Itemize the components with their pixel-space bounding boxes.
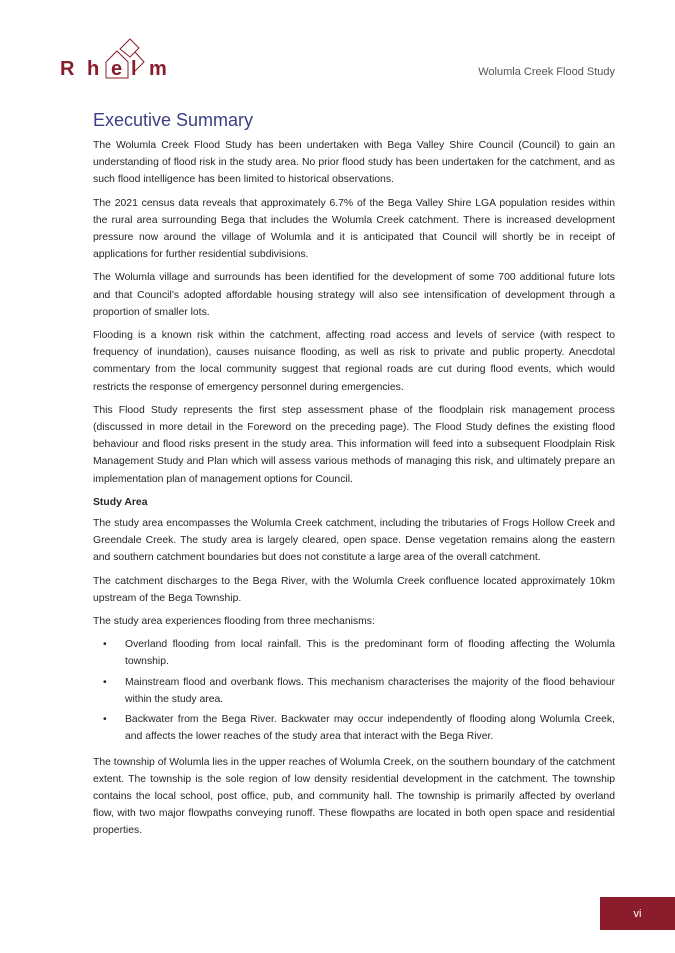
paragraph-study-area: The study area encompasses the Wolumla Creek catchment, including the tributaries of Frogs Hollow Creek and Greendale Creek. The study area is largely cleared, open space. Dense vegetation remains along the eastern and southern catchment boundaries but does not constitute a large area of the overall catchment. xyxy=(93,518,615,564)
svg-text:h: h xyxy=(87,58,100,80)
document-title: Wolumla Creek Flood Study xyxy=(478,66,615,78)
list-item-text: Mainstream flood and overbank flows. This mechanism characterises the majority of the flood behaviour within the study area. xyxy=(125,676,615,705)
bullet-icon: • xyxy=(103,639,107,651)
list-item xyxy=(93,711,615,745)
page-title: Executive Summary xyxy=(93,110,254,130)
rhelm-logo xyxy=(60,38,180,82)
paragraph-census: The 2021 census data reveals that approximately 6.7% of the Bega Valley Shire LGA population resides within the rural area surrounding Bega that includes the Wolumla Creek catchment. There is increased development pressure now around the village of Wolumla and it is anticipated that Council will shortly be in receipt of applications for further residential subdivisions. xyxy=(93,197,615,261)
paragraph-development: The Wolumla village and surrounds has been identified for the development of some 700 additional future lots and that Council’s adopted affordable housing strategy will also see intensification of development through a proportion of smaller lots. xyxy=(93,272,615,318)
svg-text:e: e xyxy=(111,58,123,80)
page-number: vi xyxy=(600,897,675,930)
section-subheading: Study Area xyxy=(93,496,148,508)
paragraph-catchment: The catchment discharges to the Bega River, with the Wolumla Creek confluence located approximately 10km upstream of the Bega Township. xyxy=(93,575,615,604)
paragraph-intro: The Wolumla Creek Flood Study has been undertaken with Bega Valley Shire Council (Council) to gain an understanding of flood risk in the study area. No prior flood study has been undertaken for the catchment, and as such flood intelligence has been limited to historical observations. xyxy=(93,140,615,186)
paragraph-mechanisms: The study area experiences flooding from three mechanisms: xyxy=(93,616,375,628)
svg-text:m: m xyxy=(149,58,167,80)
bullet-icon: • xyxy=(103,714,107,726)
paragraph-township: The township of Wolumla lies in the upper reaches of Wolumla Creek, on the southern boundary of the catchment extent. The township is the sole region of low density residential development in the catchment. The township contains the local school, post office, pub, and community hall. The township is primarily affected by overland flow, with two major flowpaths conveying runoff. These flowpaths are located in both open space and residential properties. xyxy=(93,756,615,837)
list-item-text: Overland flooding from local rainfall. This is the predominant form of flooding affecting the Wolumla township. xyxy=(125,639,615,668)
svg-text:R: R xyxy=(60,58,75,80)
paragraph-flood-study: This Flood Study represents the first step assessment phase of the floodplain risk management process (discussed in more detail in the Foreword on the preceding page). The Flood Study defines the existing flood behaviour and flood risks present in the study area. This information will feed into a subsequent Floodplain Risk Management Study and Plan which will assess various methods of managing this risk, and ultimately prepare an implementation plan of management options for Council. xyxy=(93,404,615,485)
bullet-icon: • xyxy=(103,676,107,688)
svg-text:l: l xyxy=(131,58,137,80)
mechanism-list xyxy=(93,636,615,745)
list-item xyxy=(93,674,615,708)
list-item xyxy=(93,636,615,670)
main-content xyxy=(93,110,615,846)
list-item-text: Backwater from the Bega River. Backwater may occur independently of flooding along Wolumla Creek, and affects the lower reaches of the study area that interact with the Bega River. xyxy=(125,714,615,743)
paragraph-flood-risk: Flooding is a known risk within the catchment, affecting road access and levels of service (with respect to frequency of inundation), causes nuisance flooding, as well as risk to private and public property. Anecdotal commentary from the local community suggest that regional roads are cut during flood events, which would restricts the response of emergency personnel during emergencies. xyxy=(93,330,615,393)
